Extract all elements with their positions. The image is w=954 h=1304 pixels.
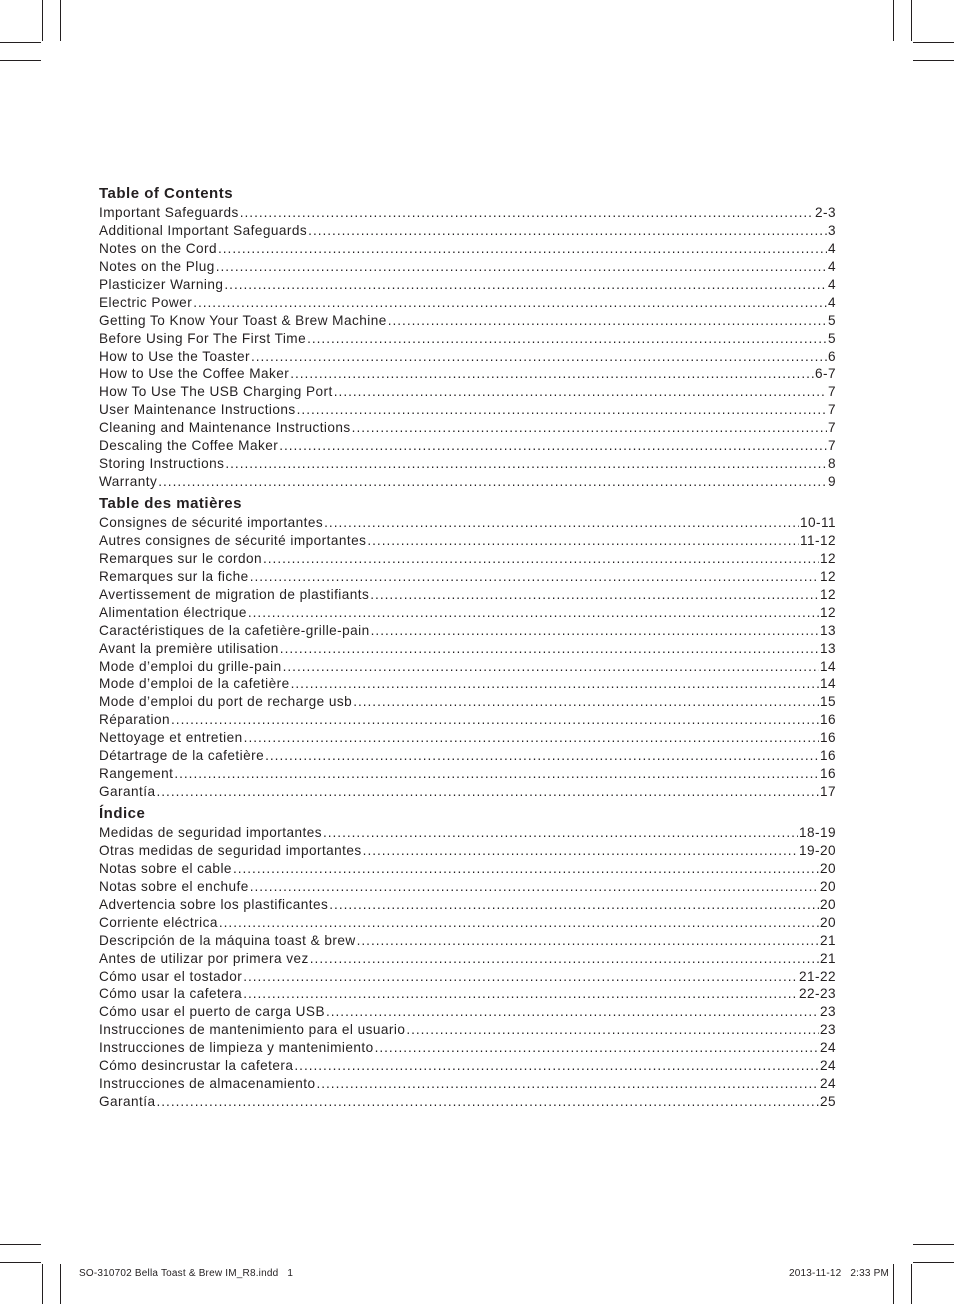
toc-entry	[99, 473, 836, 491]
toc-entry-page: 7	[827, 402, 836, 418]
dot-leader	[283, 658, 819, 676]
section-title: Table of Contents	[99, 185, 234, 202]
toc-entry	[99, 276, 836, 294]
dot-leader	[219, 914, 819, 932]
toc-entry	[99, 437, 836, 455]
crop-mark	[913, 60, 954, 61]
toc-entry	[99, 604, 836, 622]
toc-entry-label: Mode d’emploi du grille-pain	[99, 658, 282, 674]
toc-entry-label: Notas sobre el cable	[99, 860, 232, 876]
toc-entry-page: 7	[827, 438, 836, 454]
toc-entry-page: 9	[827, 474, 836, 490]
toc-entry-page: 4	[827, 258, 836, 274]
toc-entry	[99, 240, 836, 258]
crop-mark	[913, 1244, 954, 1245]
toc-entry-page: 11-12	[799, 532, 836, 548]
toc-entry-page: 4	[827, 240, 836, 256]
toc-entry-page: 20	[819, 860, 836, 876]
toc-section	[99, 494, 836, 801]
crop-mark	[893, 0, 894, 41]
toc-entry-label: Notes on the Plug	[99, 258, 215, 274]
toc-entry-label: Remarques sur le cordon	[99, 550, 262, 566]
toc-entry-label: Instrucciones de almacenamiento	[99, 1076, 316, 1092]
toc-entry-label: Electric Power	[99, 294, 193, 310]
toc-entry-page: 20	[819, 878, 836, 894]
toc-entry-page: 23	[819, 1004, 836, 1020]
toc-entry	[99, 640, 836, 658]
toc-entry	[99, 693, 836, 711]
dot-leader	[406, 1021, 819, 1039]
toc-entry-page: 19-20	[798, 842, 836, 858]
toc-entry-page: 10-11	[799, 515, 836, 530]
footer-filename: SO-310702 Bella Toast & Brew IM_R8.indd 1	[79, 1268, 294, 1279]
dot-leader	[280, 640, 819, 658]
section-title: Table des matières	[99, 495, 242, 512]
toc-entry-label: Nettoyage et entretien	[99, 730, 243, 746]
crop-mark	[893, 1264, 894, 1304]
toc-entry-label: Notas sobre el enchufe	[99, 878, 249, 894]
dot-leader	[250, 568, 819, 586]
toc-entry	[99, 765, 836, 783]
dot-leader	[323, 824, 798, 842]
toc-entry-label: Avertissement de migration de plastifiants	[99, 586, 370, 602]
toc-entry-label: Antes de utilizar por primera vez	[99, 950, 309, 966]
toc-entry-label: Notes on the Cord	[99, 240, 217, 256]
toc-entry-label: Garantía	[99, 784, 156, 800]
toc-entry	[99, 842, 836, 860]
dot-leader	[363, 842, 798, 860]
toc-entry-label: Medidas de seguridad importantes	[99, 825, 322, 840]
dot-leader	[248, 604, 819, 622]
dot-leader	[308, 222, 827, 240]
toc-entry-label: Warranty	[99, 474, 158, 490]
toc-entry-page: 4	[827, 294, 836, 310]
toc-entry	[99, 824, 836, 842]
toc-entry-page: 14	[819, 676, 836, 692]
toc-entry-label: User Maintenance Instructions	[99, 402, 296, 418]
dot-leader	[297, 401, 827, 419]
crop-mark	[60, 0, 61, 41]
dot-leader	[251, 348, 827, 366]
dot-leader	[240, 204, 814, 222]
dot-leader	[174, 765, 819, 783]
toc-entry	[99, 532, 836, 550]
toc-entry-page: 12	[819, 568, 836, 584]
dot-leader	[326, 1003, 819, 1021]
toc-entry	[99, 711, 836, 729]
dot-leader	[193, 294, 827, 312]
dot-leader	[157, 1093, 819, 1111]
crop-mark	[0, 1262, 41, 1263]
toc-entry	[99, 896, 836, 914]
dot-leader	[225, 455, 827, 473]
toc-entry	[99, 222, 836, 240]
toc-entry-label: Cómo usar el puerto de carga USB	[99, 1004, 325, 1020]
toc-entry	[99, 1003, 836, 1021]
dot-leader	[291, 675, 819, 693]
toc-entry-page: 13	[819, 640, 836, 656]
toc-entry	[99, 1093, 836, 1111]
toc-entry-page: 18-19	[798, 825, 836, 840]
crop-mark	[913, 42, 954, 43]
toc-entry-label: Additional Important Safeguards	[99, 222, 308, 238]
toc-entry-page: 12	[819, 604, 836, 620]
dot-leader	[367, 532, 799, 550]
toc-entry-label: Cleaning and Maintenance Instructions	[99, 420, 351, 436]
toc-section	[99, 184, 836, 491]
toc-entry-label: Important Safeguards	[99, 205, 239, 220]
toc-entry	[99, 1021, 836, 1039]
toc-entry	[99, 204, 836, 222]
toc-entry	[99, 675, 836, 693]
dot-leader	[375, 1039, 819, 1057]
dot-leader	[290, 365, 814, 383]
toc-entry-label: Cómo desincrustar la cafetera	[99, 1058, 294, 1074]
dot-leader	[243, 968, 798, 986]
toc-entry-label: Cómo usar la cafetera	[99, 986, 243, 1002]
toc-entry	[99, 348, 836, 366]
toc-entry	[99, 258, 836, 276]
toc-entry-page: 16	[819, 730, 836, 746]
toc-entry-label: Plasticizer Warning	[99, 276, 224, 292]
dot-leader	[171, 711, 819, 729]
toc-entry-label: Avant la première utilisation	[99, 640, 279, 656]
toc-entry-label: Caractéristiques de la cafetière-grille-pain	[99, 622, 370, 638]
toc-entry	[99, 747, 836, 765]
dot-leader	[250, 878, 819, 896]
toc-entry-page: 16	[819, 766, 836, 782]
toc-entry-page: 6-7	[815, 366, 836, 382]
toc-entry-label: Storing Instructions	[99, 456, 225, 472]
dot-leader	[329, 896, 819, 914]
toc-entry-label: Descripción de la máquina toast & brew	[99, 932, 356, 948]
toc-entry	[99, 968, 836, 986]
toc-entry-page: 16	[819, 748, 836, 764]
dot-leader	[353, 693, 819, 711]
crop-mark	[42, 0, 43, 41]
toc-entry	[99, 878, 836, 896]
dot-leader	[370, 586, 819, 604]
dot-leader	[324, 514, 799, 532]
toc-entry	[99, 312, 836, 330]
toc-entry-page: 5	[827, 330, 836, 346]
dot-leader	[233, 860, 819, 878]
toc-entry	[99, 568, 836, 586]
dot-leader	[357, 932, 819, 950]
toc-entry	[99, 383, 836, 401]
dot-leader	[243, 985, 798, 1003]
dot-leader	[371, 622, 819, 640]
crop-mark	[913, 1262, 954, 1263]
dot-leader	[279, 437, 827, 455]
toc-entry-label: Instrucciones de mantenimiento para el usuario	[99, 1022, 406, 1038]
dot-leader	[310, 950, 819, 968]
toc-entry	[99, 860, 836, 878]
toc-entry-page: 7	[827, 420, 836, 436]
toc-entry-page: 7	[827, 384, 836, 400]
toc-entry-page: 20	[819, 896, 836, 912]
crop-mark	[0, 1244, 41, 1245]
dot-leader	[388, 312, 827, 330]
footer-timestamp: 2013-11-12 2:33 PM	[789, 1268, 889, 1279]
dot-leader	[158, 473, 827, 491]
toc-entry-page: 4	[827, 276, 836, 292]
section-title: Índice	[99, 805, 146, 822]
toc-entry-label: How to Use the Toaster	[99, 348, 250, 364]
toc-entry	[99, 658, 836, 676]
toc-entry	[99, 419, 836, 437]
crop-mark	[0, 42, 41, 43]
toc-entry-page: 2-3	[815, 205, 836, 220]
toc-entry-page: 3	[827, 222, 836, 238]
toc-entry	[99, 985, 836, 1003]
dot-leader	[218, 240, 827, 258]
toc-entry-page: 24	[819, 1058, 836, 1074]
toc-entry-page: 23	[819, 1022, 836, 1038]
toc-entry-label: Remarques sur la fiche	[99, 568, 249, 584]
toc-entry-label: Before Using For The First Time	[99, 330, 307, 346]
toc-entry-label: Getting To Know Your Toast & Brew Machine	[99, 312, 387, 328]
toc-entry-page: 24	[819, 1076, 836, 1092]
toc-entry	[99, 729, 836, 747]
toc-entry-page: 21	[819, 950, 836, 966]
toc-entry	[99, 1057, 836, 1075]
crop-mark	[911, 1264, 912, 1304]
toc-entry-label: Détartrage de la cafetière	[99, 748, 265, 764]
toc-entry-label: Mode d’emploi de la cafetière	[99, 676, 290, 692]
table-of-contents	[99, 184, 836, 1114]
toc-entry	[99, 330, 836, 348]
toc-entry-label: Mode d’emploi du port de recharge usb	[99, 694, 353, 710]
toc-entry-label: Otras medidas de seguridad importantes	[99, 842, 362, 858]
crop-mark	[60, 1264, 61, 1304]
dot-leader	[307, 330, 827, 348]
toc-entry	[99, 401, 836, 419]
toc-entry-label: Advertencia sobre los plastificantes	[99, 896, 329, 912]
toc-entry	[99, 514, 836, 532]
toc-entry-page: 21-22	[798, 968, 836, 984]
dot-leader	[157, 783, 819, 801]
toc-entry-label: How to Use the Coffee Maker	[99, 366, 290, 382]
toc-entry-label: Rangement	[99, 766, 174, 782]
toc-entry-label: Autres consignes de sécurité importantes	[99, 532, 367, 548]
toc-entry-label: Garantía	[99, 1094, 156, 1110]
toc-entry-label: Corriente eléctrica	[99, 914, 218, 930]
toc-entry-page: 15	[819, 694, 836, 710]
dot-leader	[244, 729, 819, 747]
toc-entry-label: Consignes de sécurité importantes	[99, 515, 324, 530]
toc-entry	[99, 950, 836, 968]
toc-entry-page: 13	[819, 622, 836, 638]
toc-entry-page: 25	[819, 1094, 836, 1110]
toc-entry-page: 12	[819, 550, 836, 566]
dot-leader	[316, 1075, 819, 1093]
toc-entry	[99, 455, 836, 473]
toc-entry	[99, 586, 836, 604]
toc-entry	[99, 783, 836, 801]
dot-leader	[216, 258, 827, 276]
toc-entry-page: 16	[819, 712, 836, 728]
toc-entry	[99, 932, 836, 950]
dot-leader	[263, 550, 819, 568]
toc-entry-label: Réparation	[99, 712, 171, 728]
toc-entry-page: 24	[819, 1040, 836, 1056]
toc-entry	[99, 550, 836, 568]
dot-leader	[334, 383, 827, 401]
toc-entry-page: 5	[827, 312, 836, 328]
toc-entry	[99, 914, 836, 932]
dot-leader	[352, 419, 827, 437]
crop-mark	[911, 0, 912, 41]
toc-entry-page: 12	[819, 586, 836, 602]
toc-entry-label: Instrucciones de limpieza y mantenimiento	[99, 1040, 374, 1056]
toc-entry-label: Alimentation électrique	[99, 604, 247, 620]
toc-entry-page: 14	[819, 658, 836, 674]
toc-entry	[99, 622, 836, 640]
toc-entry-label: Descaling the Coffee Maker	[99, 438, 279, 454]
toc-entry-page: 22-23	[798, 986, 836, 1002]
dot-leader	[294, 1057, 819, 1075]
toc-entry	[99, 294, 836, 312]
toc-entry-label: Cómo usar el tostador	[99, 968, 243, 984]
toc-entry	[99, 1039, 836, 1057]
toc-entry-page: 6	[827, 348, 836, 364]
dot-leader	[265, 747, 819, 765]
crop-mark	[42, 1264, 43, 1304]
toc-entry	[99, 1075, 836, 1093]
toc-entry-page: 17	[819, 784, 836, 800]
toc-section	[99, 804, 836, 1111]
toc-entry-page: 20	[819, 914, 836, 930]
toc-entry	[99, 365, 836, 383]
dot-leader	[224, 276, 827, 294]
crop-mark	[0, 60, 41, 61]
toc-entry-page: 8	[827, 456, 836, 472]
toc-entry-label: How To Use The USB Charging Port	[99, 384, 333, 400]
toc-entry-page: 21	[819, 932, 836, 948]
